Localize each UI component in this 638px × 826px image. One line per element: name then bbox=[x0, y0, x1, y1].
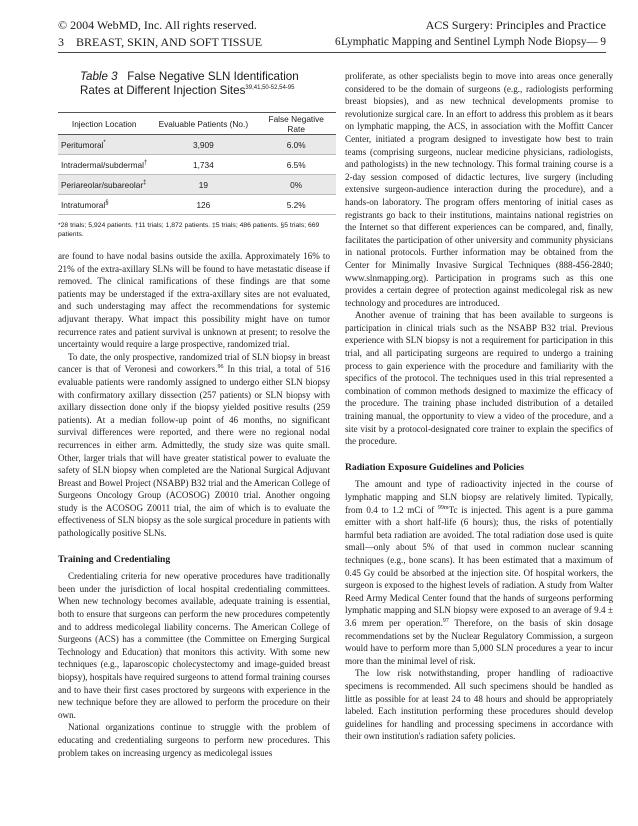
table-cell: 19 bbox=[150, 175, 256, 195]
right-column bbox=[345, 70, 613, 743]
column-header: Evaluable Patients (No.) bbox=[150, 113, 256, 135]
table-label: Table 3 bbox=[80, 70, 118, 83]
section-number: 6 bbox=[335, 36, 341, 48]
header-rule bbox=[58, 52, 606, 53]
table-cell: Intratumoral§ bbox=[58, 195, 150, 215]
paragraph: proliferate, as other specialists begin to move into areas once generally considered to be the domain of surgeons (e.g., radiologists performing breast biopsies), and as new technical developments promise to revolutionize surgical care. In an effort to address this problem as it bears on lymphatic mapping, the ACS, in association with the Moffitt Cancer Center, initiated a program designed to investigate how best to train teams (comprising surgeons, nuclear medicine physicians, radiologists, and pathologists) in the new technology. This formal training course is a 2-day session composed of didactic lectures, live surgery (including extensive surgeon-audience interaction during the procedure), and a hands-on laboratory. The program offers mentoring of initial cases as registrants go back to their institutions, maintains national registries on the Internet so that different experiences can be compared, and, finally, facilitates the participation of other university and community physicians in national protocols. Further information may be obtained from the Center for Minimally Invasive Surgical Techniques (888-456-2840; www.slnmapping.org). Participation in programs such as this one provides a certain degree of protection against medicolegal risk as new technology and procedures are introduced. bbox=[345, 71, 613, 308]
paragraph: National organizations continue to struggle with the problem of educating and credentialing surgeons to perform new procedures. This problem takes on increasing urgency as medicolegal issues bbox=[58, 722, 330, 758]
table-row bbox=[58, 155, 336, 175]
table-cell: 6.0% bbox=[256, 135, 336, 155]
table-title bbox=[58, 70, 336, 98]
injection-site-table bbox=[58, 112, 336, 239]
table-row bbox=[58, 175, 336, 195]
chapter-number: 3 bbox=[58, 35, 64, 49]
book-title: ACS Surgery: Principles and Practice bbox=[425, 18, 606, 32]
table-cell: 126 bbox=[150, 195, 256, 215]
left-column bbox=[58, 250, 330, 759]
chapter-title: BREAST, SKIN, AND SOFT TISSUE bbox=[76, 35, 263, 49]
citation: 96 bbox=[217, 364, 224, 371]
table-row bbox=[58, 135, 336, 155]
paragraph: The amount and type of radioactivity injected in the course of lymphatic mapping and SLN biopsy are relatively limited. Typically, from 0.4 to 1.2 mCi of $^{99m}$Tc is injected. This agent is a pure gamma emitter with a short half-life (6 hours); thus, the risks of potentially harmful beta radiation are avoided. The total radiation dose used is quite small—only about 5% of that used in common nuclear scanning techniques (e.g., bone scans). It has been estimated that a maximum of 0.45 Gy could be absorbed at the injection site. Of hospital workers, the surgeon is exposed to the highest levels of radiation. A study from Walter Reed Army Medical Center found that the hands of surgeons performing lymphatic mapping and SLN biopsy were exposed to an average of 9.4 ± 3.6 mrem per operation.$^{97}$ Therefore, on the basis of skin dosage recommendations set by the Nuclear Regulatory Commission, a surgeon would have to perform more than 5,000 SLN procedures a year to incur more than the minimal level of risk. bbox=[345, 479, 613, 666]
paragraph: Another avenue of training that has been available to surgeons is participation in clinical trials such as the NSABP B32 trial. Previous experience with SLN biopsy is not a requirement for participation in this trial, and all participating surgeons are required to undergo a training process to gain experience with the procedure and familiarity with the specifics of the protocol. The techniques used in this trial represented a combination of common methods designed to maximize the efficacy of the procedure. The training phase included distribution of a detailed training manual, the opportunity to view a video of the procedure, and a site visit by a protocol-designated core trainer to explain the specifics of the procedure. bbox=[345, 310, 613, 447]
citation: 97 bbox=[442, 617, 449, 624]
table-title-refs: 39,41,50-52,54-95 bbox=[245, 85, 295, 92]
column-header: Injection Location bbox=[58, 113, 150, 135]
paragraph: To date, the only prospective, randomized trial of SLN biopsy in breast cancer is that of Veronesi and coworkers.$^{96}$ In this trial, a total of 516 evaluable patients were randomly assigned to undergo either SLN biopsy with confirmatory axillary dissection (257 patients) or SLN biopsy with axillary dissection done only if the biopsy yielded positive results (259 patients). At a median follow-up point of 46 months, no significant survival differences were reported, and there were no regional nodal recurrences in either arm. Admittedly, the study size was quite small. Other, larger trials that will have greater statistical power to evaluate the safety of SLN biopsy when completed are the National Surgical Adjuvant Breast and Bowel Project (NSABP) B32 trial and the American College of Surgeons Oncology Group (ACOSOG) Z0010 trial. Another ongoing study is the ACOSOG Z0011 trial, the aim of which is to evaluate the effectiveness of SLN biopsy as the sole surgical procedure in patients with pathologically positive SLNs. bbox=[58, 351, 330, 539]
section-title: Lymphatic Mapping and Sentinel Lymph Node Biopsy— 9 bbox=[340, 36, 606, 48]
paragraph: are found to have nodal basins outside the axilla. Approximately 16% to 21% of the extra-axillary SLNs will be found to have metastatic disease if removed. The clinical ramifications of these findings are that some patients may be understaged if the extra-axillary sites are not evaluated, and such understaging may affect the recommendations for systemic adjuvant therapy. What impact this possibility might have on tumor recurrence rates and patient survival is unknown at present; to resolve the uncertainty would require a large prospective, randomized trial. bbox=[58, 251, 330, 350]
paragraph: Credentialing criteria for new operative procedures have traditionally been under the jurisdiction of local hospital credentialing committees. When new technology becomes available, adequate training is essential, both to ensure that surgeons can perform the new procedures competently and to address medicolegal liability concerns. The American College of Surgeons (ACS) has a committee (the Committee on Emerging Surgical Technology and Education) that monitors this activity. With some new techniques (e.g., laparoscopic cholecystectomy and image-guided breast biopsy), hospitals have required surgeons to attend formal training courses and to have their first cases proctored by surgeons with experience in the new technique before they are allowed to perform the procedure on their own. bbox=[58, 571, 330, 720]
paragraph: The low risk notwithstanding, proper handling of radioactive specimens is recommended. All such specimens should be handled as little as possible for at least 24 to 48 hours and should be appropriately labeled. Each institution performing these procedures should develop guidelines for handling and processing specimens in accordance with their own institution's radiation safety policies. bbox=[345, 668, 613, 742]
table-row bbox=[58, 195, 336, 215]
table-cell: 3,909 bbox=[150, 135, 256, 155]
column-header: False Negative Rate bbox=[256, 113, 336, 135]
section-heading: Training and Credentialing bbox=[58, 553, 171, 565]
table-title-line1: False Negative SLN Identification bbox=[127, 70, 299, 83]
table-header-row bbox=[58, 113, 336, 135]
table-cell: Intradermal/subdermal† bbox=[58, 155, 150, 175]
table-cell: Peritumoral* bbox=[58, 135, 150, 155]
table-cell: Periareolar/subareolar‡ bbox=[58, 175, 150, 195]
table-cell: 6.5% bbox=[256, 155, 336, 175]
table-cell: 5.2% bbox=[256, 195, 336, 215]
table-title-line2: Rates at Different Injection Sites bbox=[80, 84, 246, 97]
isotope-superscript: 99m bbox=[437, 504, 449, 511]
copyright-notice: © 2004 WebMD, Inc. All rights reserved. bbox=[58, 18, 257, 32]
table-footnote: *28 trials; 5,924 patients. †11 trials; 1,872 patients. ‡5 trials; 486 patients. §5 trials; 669 patients. bbox=[58, 222, 320, 238]
section-heading: Radiation Exposure Guidelines and Policies bbox=[345, 461, 524, 473]
table-cell: 1,734 bbox=[150, 155, 256, 175]
table-cell: 0% bbox=[256, 175, 336, 195]
